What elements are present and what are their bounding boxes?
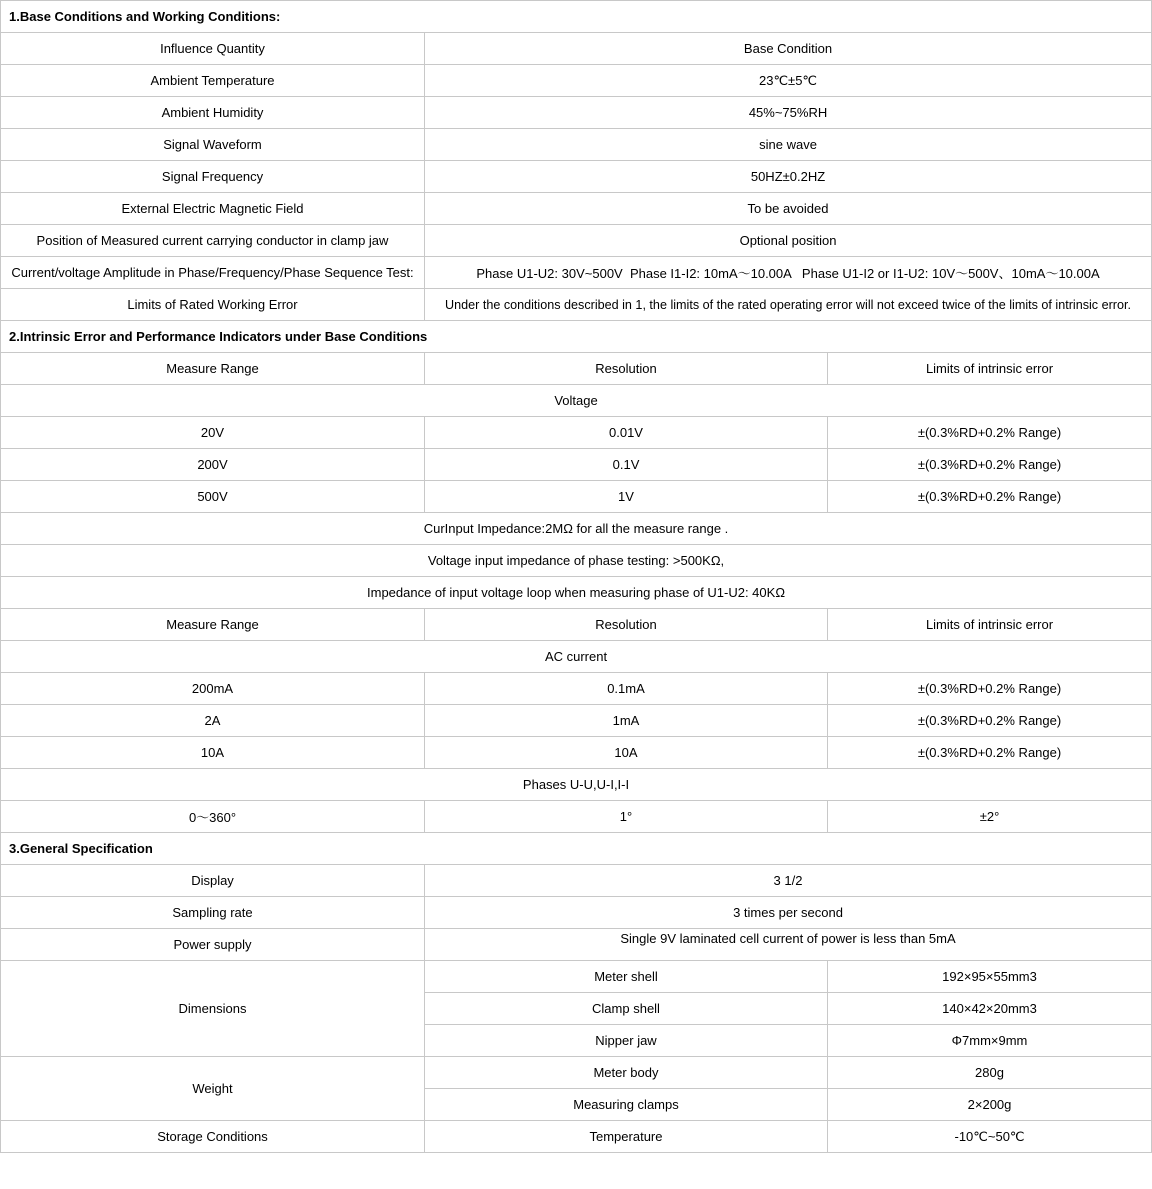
row-label: Signal Frequency [1, 161, 425, 193]
display-label: Display [1, 865, 425, 897]
dimension-part: Meter shell [425, 961, 828, 993]
error-cell: ±(0.3%RD+0.2% Range) [828, 449, 1152, 481]
table-row [1, 577, 1152, 609]
section-2-heading-row [1, 321, 1152, 353]
resolution-header: Resolution [425, 353, 828, 385]
dimension-value: 192×95×55mm3 [828, 961, 1152, 993]
resolution-cell: 0.1mA [425, 673, 828, 705]
intrinsic-error-header: Limits of intrinsic error [828, 353, 1152, 385]
table-row [1, 129, 1152, 161]
note-cell: CurInput Impedance:2MΩ for all the measure range . [1, 513, 1152, 545]
table-row [1, 33, 1152, 65]
error-cell: ±(0.3%RD+0.2% Range) [828, 737, 1152, 769]
row-value: Under the conditions described in 1, the limits of the rated operating error will not exceed twice of the limits of intrinsic error. [425, 289, 1152, 321]
table-row [1, 1121, 1152, 1153]
table-row [1, 545, 1152, 577]
range-cell: 10A [1, 737, 425, 769]
measure-range-header: Measure Range [1, 353, 425, 385]
table-row [1, 193, 1152, 225]
row-value: Optional position [425, 225, 1152, 257]
section-1-heading-row [1, 1, 1152, 33]
table-row [1, 897, 1152, 929]
section-3-heading-row [1, 833, 1152, 865]
storage-value: -10℃~50℃ [828, 1121, 1152, 1153]
dimension-value: 140×42×20mm3 [828, 993, 1152, 1025]
row-value: 23℃±5℃ [425, 65, 1152, 97]
range-cell: 2A [1, 705, 425, 737]
row-label: Position of Measured current carrying conductor in clamp jaw [1, 225, 425, 257]
range-cell: 200mA [1, 673, 425, 705]
table-row [1, 481, 1152, 513]
display-value: 3 1/2 [425, 865, 1152, 897]
dimension-part: Clamp shell [425, 993, 828, 1025]
row-value: To be avoided [425, 193, 1152, 225]
range-cell: 200V [1, 449, 425, 481]
table-row [1, 961, 1152, 993]
row-label: Current/voltage Amplitude in Phase/Frequency/Phase Sequence Test: [1, 257, 425, 289]
resolution-cell: 10A [425, 737, 828, 769]
dimension-part: Nipper jaw [425, 1025, 828, 1057]
range-cell: 0～360° [1, 801, 425, 833]
row-value: 45%~75%RH [425, 97, 1152, 129]
intrinsic-error-header: Limits of intrinsic error [828, 609, 1152, 641]
row-value: 50HZ±0.2HZ [425, 161, 1152, 193]
table-row [1, 609, 1152, 641]
error-cell: ±(0.3%RD+0.2% Range) [828, 417, 1152, 449]
table-row [1, 769, 1152, 801]
resolution-cell: 1mA [425, 705, 828, 737]
error-cell: ±2° [828, 801, 1152, 833]
resolution-header: Resolution [425, 609, 828, 641]
table-row [1, 449, 1152, 481]
weight-part: Measuring clamps [425, 1089, 828, 1121]
storage-conditions-label: Storage Conditions [1, 1121, 425, 1153]
section-2-title: 2.Intrinsic Error and Performance Indicators under Base Conditions [1, 321, 1152, 353]
error-cell: ±(0.3%RD+0.2% Range) [828, 705, 1152, 737]
storage-parameter: Temperature [425, 1121, 828, 1153]
weight-label: Weight [1, 1057, 425, 1121]
row-label: External Electric Magnetic Field [1, 193, 425, 225]
influence-quantity-header: Influence Quantity [1, 33, 425, 65]
ac-current-label: AC current [1, 641, 1152, 673]
table-row [1, 513, 1152, 545]
dimensions-label: Dimensions [1, 961, 425, 1057]
table-row [1, 161, 1152, 193]
row-value: sine wave [425, 129, 1152, 161]
sampling-rate-label: Sampling rate [1, 897, 425, 929]
sampling-rate-value: 3 times per second [425, 897, 1152, 929]
table-row [1, 257, 1152, 289]
resolution-cell: 1V [425, 481, 828, 513]
note-cell: Voltage input impedance of phase testing: >500KΩ, [1, 545, 1152, 577]
section-3-title: 3.General Specification [1, 833, 1152, 865]
table-row [1, 417, 1152, 449]
section-1-title: 1.Base Conditions and Working Conditions: [1, 1, 1152, 33]
table-row [1, 737, 1152, 769]
table-row [1, 65, 1152, 97]
dimension-value: Φ7mm×9mm [828, 1025, 1152, 1057]
table-row [1, 705, 1152, 737]
resolution-cell: 0.1V [425, 449, 828, 481]
table-row [1, 97, 1152, 129]
error-cell: ±(0.3%RD+0.2% Range) [828, 481, 1152, 513]
measure-range-header: Measure Range [1, 609, 425, 641]
table-row [1, 225, 1152, 257]
row-label: Limits of Rated Working Error [1, 289, 425, 321]
phases-label: Phases U-U,U-I,I-I [1, 769, 1152, 801]
row-label: Signal Waveform [1, 129, 425, 161]
voltage-label: Voltage [1, 385, 1152, 417]
base-condition-header: Base Condition [425, 33, 1152, 65]
row-label: Ambient Temperature [1, 65, 425, 97]
note-cell: Impedance of input voltage loop when measuring phase of U1-U2: 40KΩ [1, 577, 1152, 609]
table-row [1, 353, 1152, 385]
error-cell: ±(0.3%RD+0.2% Range) [828, 673, 1152, 705]
row-value: Phase U1-U2: 30V~500V Phase I1-I2: 10mA～10.00A Phase U1-I2 or I1-U2: 10V～500V、10mA～10.00A [425, 257, 1152, 289]
table-row [1, 1057, 1152, 1089]
table-row [1, 289, 1152, 321]
power-supply-value: Single 9V laminated cell current of power is less than 5mA [425, 929, 1152, 961]
resolution-cell: 1° [425, 801, 828, 833]
table-row [1, 641, 1152, 673]
weight-part: Meter body [425, 1057, 828, 1089]
range-cell: 20V [1, 417, 425, 449]
table-row [1, 929, 1152, 961]
range-cell: 500V [1, 481, 425, 513]
resolution-cell: 0.01V [425, 417, 828, 449]
table-row [1, 673, 1152, 705]
table-row [1, 865, 1152, 897]
table-row [1, 385, 1152, 417]
table-row [1, 801, 1152, 833]
weight-value: 280g [828, 1057, 1152, 1089]
weight-value: 2×200g [828, 1089, 1152, 1121]
power-supply-label: Power supply [1, 929, 425, 961]
row-label: Ambient Humidity [1, 97, 425, 129]
